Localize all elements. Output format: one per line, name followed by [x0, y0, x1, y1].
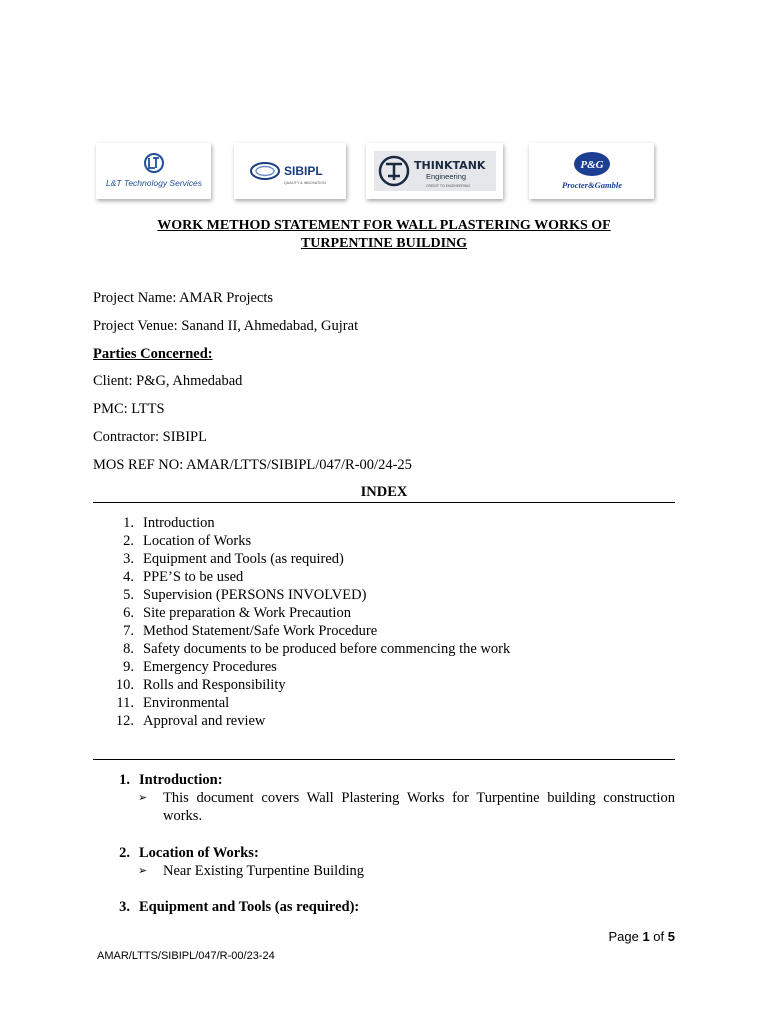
- thinktank-logo-text: THINKTANK: [413, 159, 485, 172]
- bullet-item: [110, 789, 675, 825]
- section-heading: [110, 771, 675, 789]
- index-item: [110, 568, 670, 586]
- index-item-number: 6.: [123, 605, 134, 621]
- index-item: [110, 712, 670, 730]
- section-equipment: [110, 898, 675, 916]
- bullet-item: [110, 862, 675, 880]
- thinktank-logo: [366, 143, 503, 199]
- index-item-text: Rolls and Responsibility: [143, 677, 286, 693]
- client-line: Client: P&G, Ahmedabad: [93, 373, 243, 389]
- arrow-bullet-icon: ➢: [138, 791, 148, 804]
- index-item-text: Equipment and Tools (as required): [143, 551, 344, 567]
- project-name: Project Name: AMAR Projects: [93, 290, 274, 306]
- bullet-text: Near Existing Turpentine Building: [163, 863, 364, 879]
- section-number: 3.: [119, 899, 130, 915]
- thinktank-logo-sub: Engineering: [425, 172, 466, 181]
- page-of: of: [653, 929, 665, 944]
- section-number: 1.: [119, 772, 130, 788]
- section-title: Location of Works:: [139, 845, 259, 861]
- index-item: [110, 550, 670, 568]
- index-item-number: 7.: [123, 623, 134, 639]
- pg-logo-text: Procter&Gamble: [561, 180, 622, 190]
- index-item-text: Supervision (PERSONS INVOLVED): [143, 587, 367, 603]
- index-item-number: 1.: [123, 515, 134, 531]
- mos-ref-line: MOS REF NO: AMAR/LTTS/SIBIPL/047/R-00/24-25: [93, 457, 412, 473]
- section-heading: [110, 844, 675, 862]
- pg-logo: [529, 143, 654, 199]
- section-divider: [93, 759, 675, 760]
- parties-concerned-label: Parties Concerned:: [93, 346, 213, 362]
- lt-technology-logo: [96, 143, 211, 199]
- sibipl-logo-text: SIBIPL: [284, 164, 323, 178]
- index-item-text: Emergency Procedures: [143, 659, 277, 675]
- index-item-number: 11.: [116, 695, 134, 711]
- footer-doc-ref: AMAR/LTTS/SIBIPL/047/R-00/23-24: [97, 950, 275, 962]
- index-item-text: Introduction: [143, 515, 215, 531]
- index-item: [110, 586, 670, 604]
- index-item-number: 12.: [115, 713, 134, 729]
- index-item-number: 4.: [123, 569, 134, 585]
- section-location: [110, 844, 675, 880]
- sibipl-logo: [234, 143, 346, 199]
- index-item-number: 3.: [123, 551, 134, 567]
- index-item-text: Site preparation & Work Precaution: [143, 605, 351, 621]
- index-item-text: Approval and review: [143, 713, 266, 729]
- thinktank-logo-tagline: CREDIT TO ENGINEERING: [425, 184, 470, 188]
- index-item: [110, 694, 670, 712]
- index-item-number: 5.: [123, 587, 134, 603]
- index-item: [110, 622, 670, 640]
- index-item-number: 9.: [123, 659, 134, 675]
- index-heading: INDEX: [360, 484, 408, 500]
- index-item-text: Environmental: [143, 695, 230, 711]
- index-item: [110, 676, 670, 694]
- section-heading: [110, 898, 675, 916]
- index-item-number: 2.: [123, 533, 134, 549]
- section-introduction: [110, 771, 675, 825]
- sibipl-logo-tagline: QUALITY & INNOVATION: [284, 181, 326, 185]
- title-line-2: TURPENTINE BUILDING: [300, 236, 468, 251]
- index-item: [110, 658, 670, 676]
- title-line-1: WORK METHOD STATEMENT FOR WALL PLASTERING WORKS OF: [157, 218, 611, 233]
- index-item-number: 8.: [123, 641, 134, 657]
- index-item: [110, 604, 670, 622]
- index-item-text: Method Statement/Safe Work Procedure: [143, 623, 378, 639]
- index-item-text: PPE’S to be used: [143, 569, 244, 585]
- section-title: Equipment and Tools (as required):: [139, 899, 360, 915]
- page-current: 1: [642, 929, 650, 944]
- index-item-text: Safety documents to be produced before commencing the work: [143, 641, 511, 657]
- contractor-line: Contractor: SIBIPL: [93, 429, 207, 445]
- pmc-line: PMC: LTTS: [93, 401, 165, 417]
- page-number: [608, 929, 675, 944]
- document-title: [92, 217, 676, 253]
- logo-strip: [0, 143, 768, 201]
- section-title: Introduction:: [139, 772, 223, 788]
- index-item-text: Location of Works: [143, 533, 252, 549]
- section-number: 2.: [119, 845, 130, 861]
- page-total: 5: [667, 929, 675, 944]
- index-list: [110, 514, 670, 730]
- index-item: [110, 532, 670, 550]
- bullet-text: This document covers Wall Plastering Works for Turpentine building construction works.: [163, 790, 675, 824]
- index-divider: [93, 502, 675, 503]
- lt-logo-text: L&T Technology Services: [105, 178, 202, 188]
- project-venue: Project Venue: Sanand II, Ahmedabad, Gujrat: [93, 318, 359, 334]
- index-item: [110, 640, 670, 658]
- index-item-number: 10.: [115, 677, 134, 693]
- arrow-bullet-icon: ➢: [138, 864, 148, 877]
- index-item: [110, 514, 670, 532]
- pg-logo-badge: P&G: [579, 159, 604, 171]
- page-prefix: Page: [608, 929, 639, 944]
